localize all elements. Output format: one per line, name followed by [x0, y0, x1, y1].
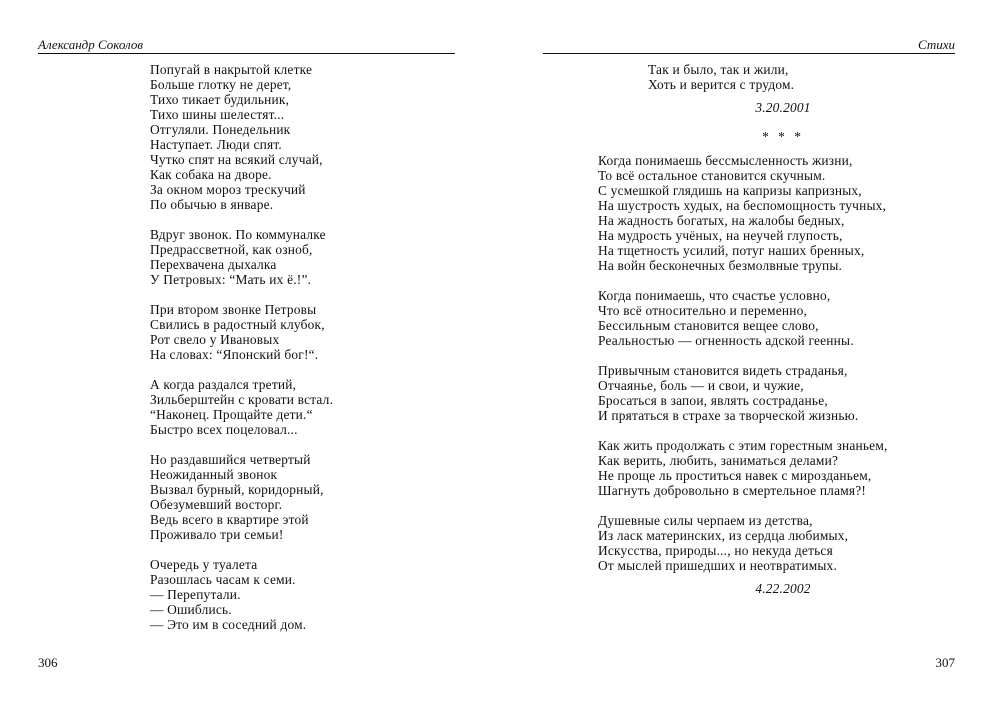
running-head-author: Александр Соколов — [38, 37, 143, 52]
verse-line: По обычью в январе. — [150, 197, 274, 212]
verse-line: Тихо шины шелестят... — [150, 107, 285, 122]
verse-line: Шагнуть добровольно в смертельное пламя?! — [598, 483, 867, 498]
verse-line: Не проще ль проститься навек с мирозданьем, — [598, 468, 872, 483]
verse-line: На тщетность усилий, потуг наших бренных, — [598, 243, 865, 258]
poem-column — [598, 62, 968, 596]
verse-line: С усмешкой глядишь на капризы капризных, — [598, 183, 862, 198]
verse-line: Вызвал бурный, коридорный, — [150, 482, 324, 497]
stanza — [150, 62, 480, 212]
verse-line: Попугай в накрытой клетке — [150, 62, 313, 77]
verse-line: Чутко спят на всякий случай, — [150, 152, 323, 167]
verse-line: На шустрость худых, на беспомощность тучных, — [598, 198, 887, 213]
verse-line: “Наконец. Прощайте дети.“ — [150, 407, 313, 422]
right-page — [500, 0, 1000, 707]
verse-line: Из ласк материнских, из сердца любимых, — [598, 528, 849, 543]
verse-line: — Ошиблись. — [150, 602, 232, 617]
verse-line: Ведь всего в квартире этой — [150, 512, 309, 527]
verse-line: Реальностью — огненность адской геенны. — [598, 333, 854, 348]
verse-line: Рот свело у Ивановых — [150, 332, 280, 347]
verse-line: Когда понимаешь, что счастье условно, — [598, 288, 831, 303]
verse-line: На словах: “Японский бог!“. — [150, 347, 319, 362]
stanza — [150, 227, 480, 287]
verse-line: Свились в радостный клубок, — [150, 317, 325, 332]
verse-line: Перехвачена дыхалка — [150, 257, 277, 272]
verse-line: За окном мороз трескучий — [150, 182, 306, 197]
verse-line: У Петровых: “Мать их ё.!”. — [150, 272, 312, 287]
page-number: 307 — [935, 655, 955, 670]
verse-line: От мыслей пришедших и неотвратимых. — [598, 558, 838, 573]
verse-line: На жадность богатых, на жалобы бедных, — [598, 213, 845, 228]
verse-line: Искусства, природы..., но некуда деться — [598, 543, 833, 558]
verse-line: Но раздавшийся четвертый — [150, 452, 311, 467]
verse-line: А когда раздался третий, — [150, 377, 297, 392]
verse-line: — Это им в соседний дом. — [150, 617, 307, 632]
verse-line: Проживало три семьи! — [150, 527, 284, 542]
verse-line: Зильберштейн с кровати встал. — [150, 392, 334, 407]
verse-line: Что всё относительно и переменно, — [598, 303, 808, 318]
stanza — [598, 513, 968, 573]
verse-line: На мудрость учёных, на неучей глупость, — [598, 228, 843, 243]
header-rule — [543, 53, 955, 54]
verse-line: Отчаянье, боль — и свои, и чужие, — [598, 378, 804, 393]
verse-line: И прятаться в страхе за творческой жизнью. — [598, 408, 859, 423]
verse-line: Вдруг звонок. По коммуналке — [150, 227, 326, 242]
running-head-section: Стихи — [917, 37, 955, 52]
verse-line: Как собака на дворе. — [150, 167, 272, 182]
verse-line: Бросаться в запои, являть состраданье, — [598, 393, 828, 408]
verse-line: Как верить, любить, заниматься делами? — [598, 453, 839, 468]
stanza — [598, 438, 968, 498]
poem-date: 3.20.2001 — [755, 100, 811, 115]
verse-line: Когда понимаешь бессмысленность жизни, — [598, 153, 853, 168]
verse-line: Предрассветной, как озноб, — [150, 242, 313, 257]
stanza — [150, 452, 480, 542]
verse-line: Наступает. Люди спят. — [150, 137, 282, 152]
verse-line: Неожиданный звонок — [150, 467, 278, 482]
verse-line: Привычным становится видеть страданья, — [598, 363, 848, 378]
stanza — [150, 557, 480, 632]
section-separator: * * * — [762, 129, 804, 144]
stanza — [150, 302, 480, 362]
verse-line: Больше глотку не дерет, — [150, 77, 292, 92]
stanza — [150, 377, 480, 437]
verse-line: Разошлась часам к семи. — [150, 572, 296, 587]
verse-line: Бессильным становится вещее слово, — [598, 318, 819, 333]
verse-line: То всё остальное становится скучным. — [598, 168, 826, 183]
verse-line: Так и было, так и жили, — [648, 62, 789, 77]
header-rule — [38, 53, 455, 54]
poem-date: 4.22.2002 — [755, 581, 811, 596]
verse-line: При втором звонке Петровы — [150, 302, 317, 317]
verse-line: Быстро всех поцеловал... — [150, 422, 298, 437]
verse-line: — Перепутали. — [150, 587, 241, 602]
verse-line: Как жить продолжать с этим горестным знаньем, — [598, 438, 888, 453]
verse-line: Очередь у туалета — [150, 557, 258, 572]
verse-line: Отгуляли. Понедельник — [150, 122, 291, 137]
page-number: 306 — [38, 655, 58, 670]
poem-body — [598, 153, 968, 573]
verse-line: Обезумевший восторг. — [150, 497, 283, 512]
stanza — [598, 363, 968, 423]
stanza — [598, 288, 968, 348]
stanza — [598, 153, 968, 273]
verse-line: На войн бесконечных безмолвные трупы. — [598, 258, 843, 273]
verse-line: Душевные силы черпаем из детства, — [598, 513, 813, 528]
verse-line: Тихо тикает будильник, — [150, 92, 290, 107]
poem-continuation — [598, 62, 968, 92]
verse-line: Хоть и верится с трудом. — [648, 77, 795, 92]
poem-column — [150, 62, 480, 632]
